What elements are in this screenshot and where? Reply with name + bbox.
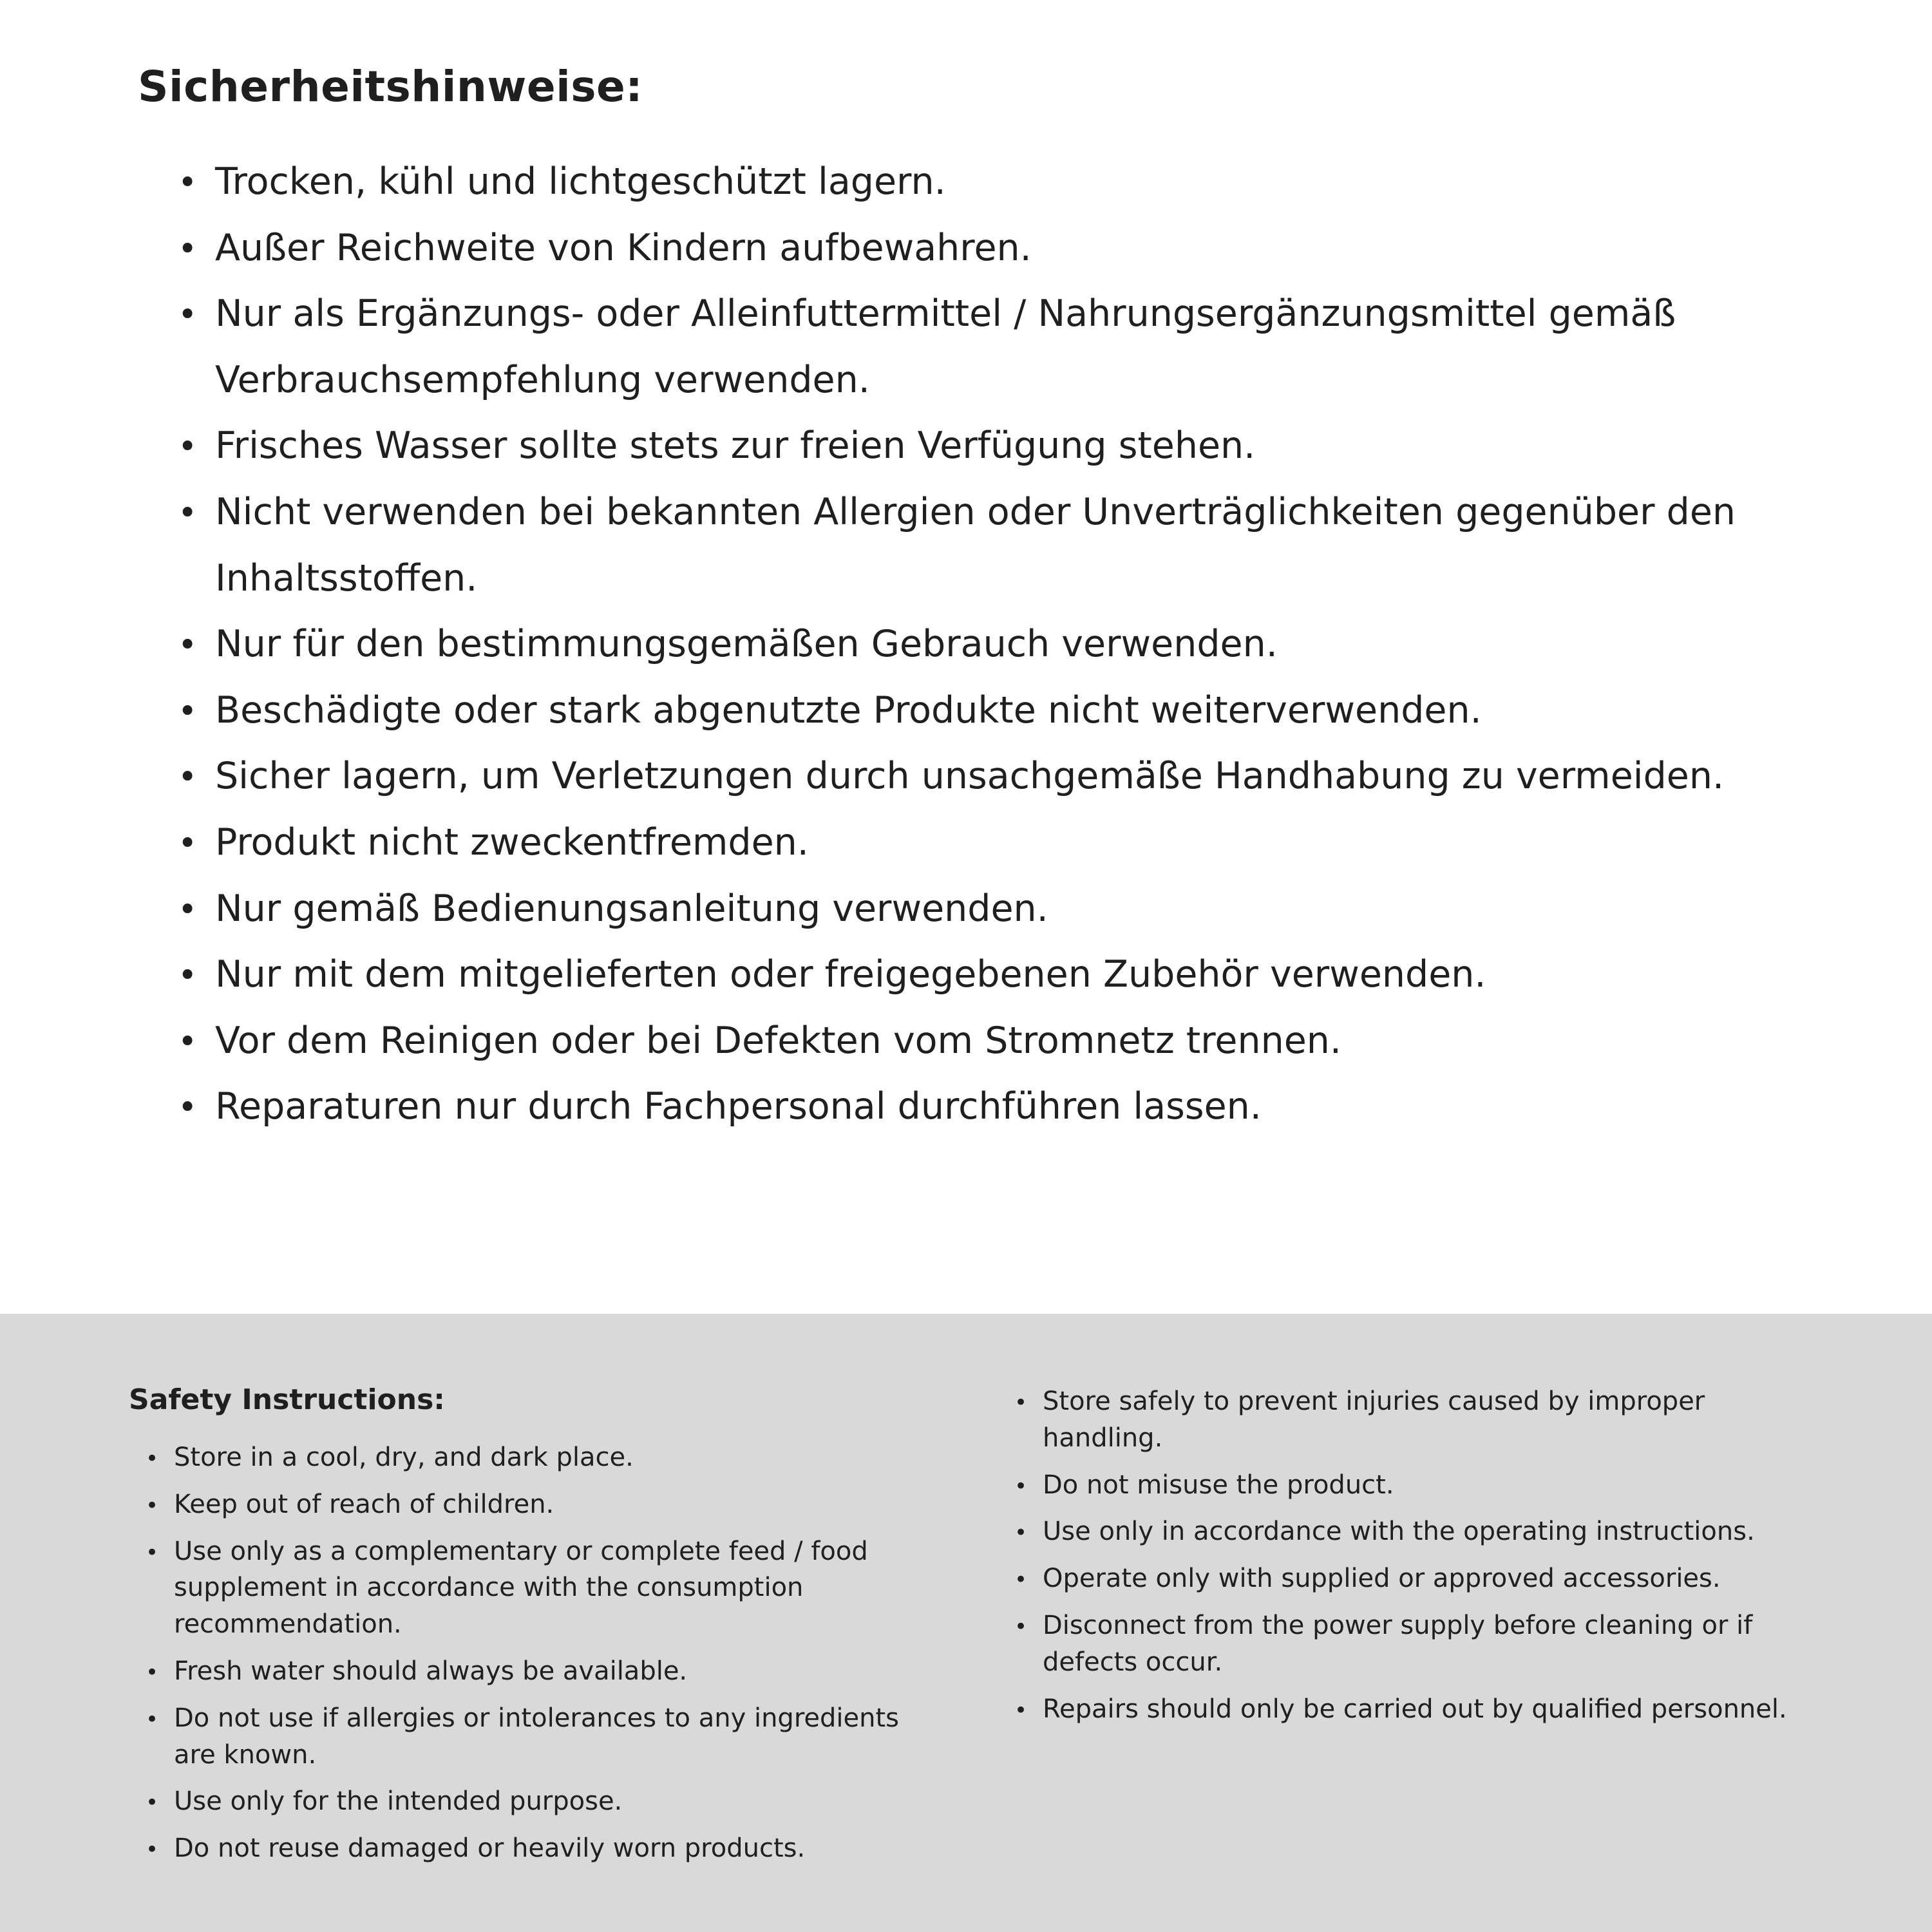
english-safety-list-left (129, 1439, 937, 1867)
english-left-column (129, 1383, 937, 1893)
german-safety-item: • Trocken, kühl und lichtgeschützt lagern. (178, 149, 1835, 215)
german-safety-item: • Sicher lagern, um Verletzungen durch unsachgemäße Handhabung zu vermeiden. (178, 743, 1835, 810)
german-safety-item: • Nur mit dem mitgelieferten oder freigegebenen Zubehör verwenden. (178, 942, 1835, 1008)
german-safety-item: • Beschädigte oder stark abgenutzte Produkte nicht weiterverwenden. (178, 677, 1835, 744)
english-safety-item: • Disconnect from the power supply before cleaning or if defects occur. (1014, 1607, 1823, 1681)
english-safety-item: • Store safely to prevent injuries caused by improper handling. (1014, 1383, 1823, 1457)
english-section-title: Safety Instructions: (129, 1383, 445, 1416)
german-safety-list (138, 149, 1835, 1140)
english-safety-item: • Do not use if allergies or intolerances to any ingredients are known. (146, 1700, 937, 1774)
german-safety-item: • Außer Reichweite von Kindern aufbewahren. (178, 215, 1835, 281)
german-safety-item: • Reparaturen nur durch Fachpersonal durchführen lassen. (178, 1074, 1835, 1140)
german-safety-item: • Nur für den bestimmungsgemäßen Gebrauch verwenden. (178, 611, 1835, 677)
german-safety-item: • Vor dem Reinigen oder bei Defekten vom Stromnetz trennen. (178, 1008, 1835, 1074)
german-safety-item: • Frisches Wasser sollte stets zur freien Verfügung stehen. (178, 413, 1835, 479)
german-safety-item: • Nur gemäß Bedienungsanleitung verwenden. (178, 876, 1835, 942)
english-safety-item: • Repairs should only be carried out by qualified personnel. (1014, 1691, 1823, 1728)
english-safety-item: • Do not misuse the product. (1014, 1467, 1823, 1504)
english-safety-item: • Use only for the intended purpose. (146, 1783, 937, 1820)
english-safety-item: • Do not reuse damaged or heavily worn products. (146, 1830, 937, 1867)
english-right-column (1014, 1383, 1823, 1893)
english-safety-list-right (1014, 1383, 1823, 1727)
english-safety-item: • Fresh water should always be available. (146, 1653, 937, 1690)
english-safety-section (0, 1314, 1932, 1932)
english-safety-item: • Operate only with supplied or approved accessories. (1014, 1560, 1823, 1597)
english-safety-item: • Keep out of reach of children. (146, 1486, 937, 1523)
german-safety-item: • Produkt nicht zweckentfremden. (178, 810, 1835, 876)
english-safety-item: • Use only in accordance with the operating instructions. (1014, 1513, 1823, 1550)
english-safety-item: • Store in a cool, dry, and dark place. (146, 1439, 937, 1476)
german-safety-item: • Nicht verwenden bei bekannten Allergien oder Unverträglichkeiten gegenüber den Inhaltsstoffen. (178, 479, 1835, 611)
german-section-title: Sicherheitshinweise: (138, 62, 643, 111)
english-safety-item: • Use only as a complementary or complete feed / food supplement in accordance with the consumption recommendation. (146, 1533, 937, 1643)
german-safety-item: • Nur als Ergänzungs- oder Alleinfuttermittel / Nahrungsergänzungsmittel gemäß Verbrauchsempfehlung verwenden. (178, 281, 1835, 413)
